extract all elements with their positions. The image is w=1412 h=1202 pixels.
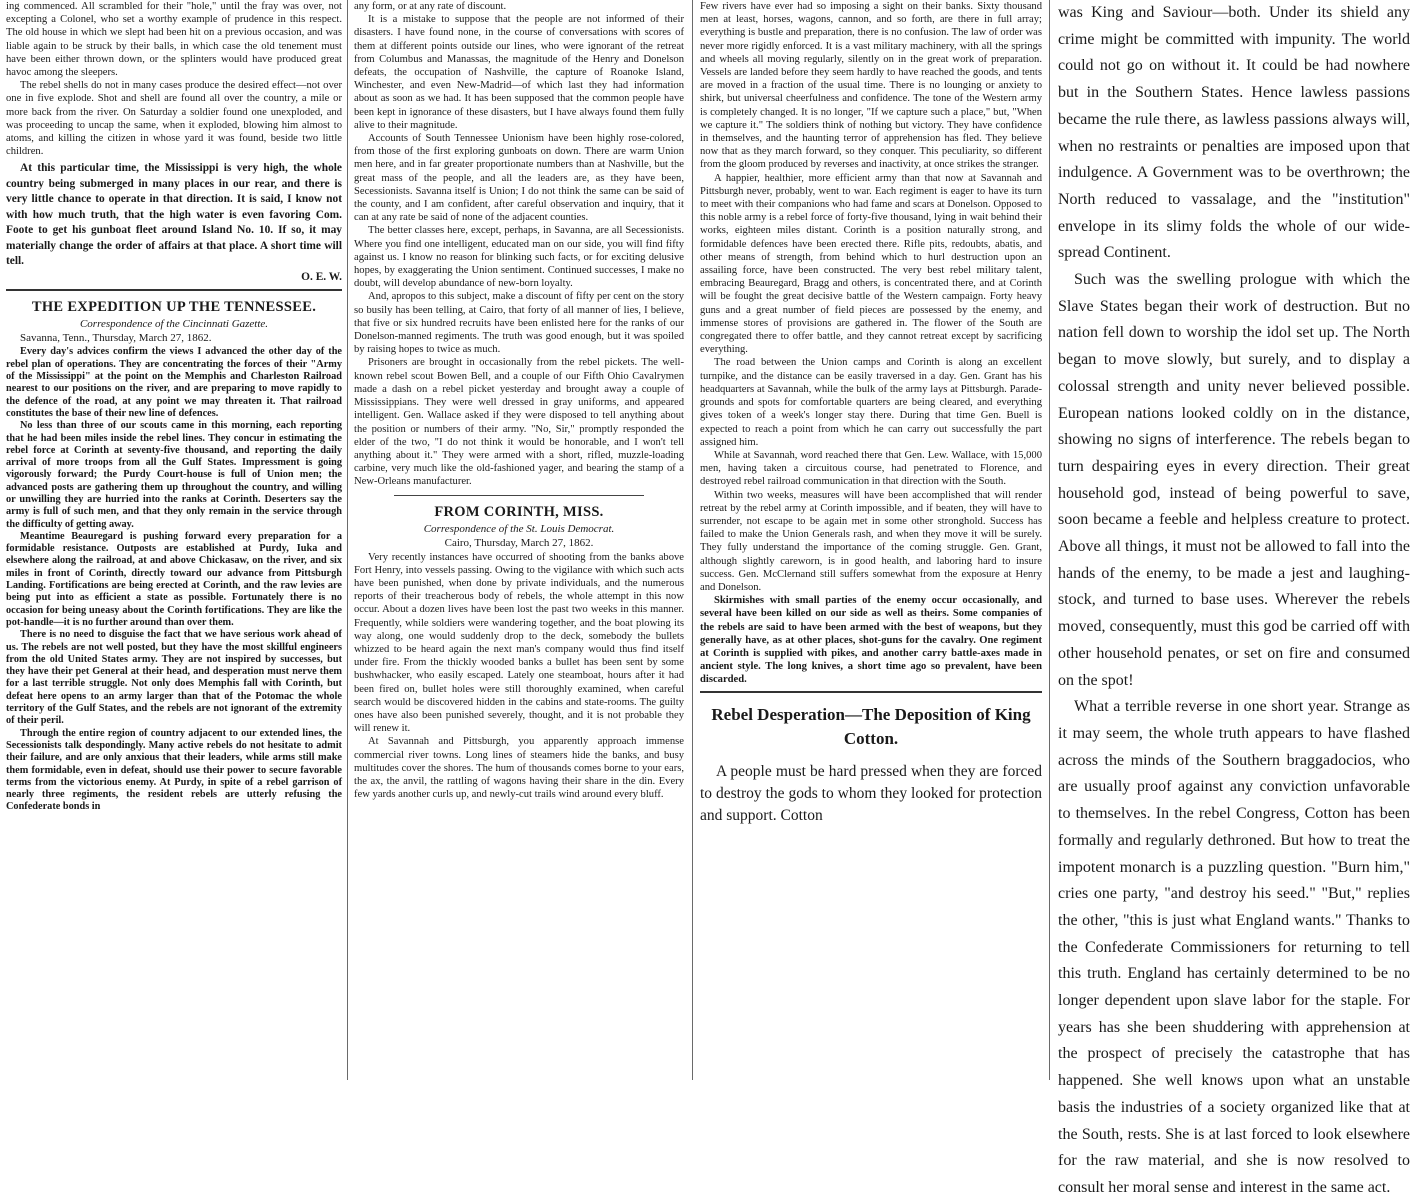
paragraph: was King and Saviour—both. Under its shield any crime might be committed with impunity. The world could not go on without it. It could be had nowhere but in the Southern States. Hence lawless passions became the rule there, as lawless passions always will, when no restraints or penalties are imposed upon that indulgence. A Government was to be overthrown; the North reduced to vassalage, and the "institution" envelope in its slimy folds the whole of our wide-spread Continent. <box>1058 4 1410 262</box>
article-source: Correspondence of the Cincinnati Gazette. <box>79 318 269 331</box>
article-dateline: Savanna, Tenn., Thursday, March 27, 1862. <box>20 332 212 345</box>
paragraph: The rebel shells do not in many cases produce the desired effect—not over one in five explode. Shot and shell are found all over the country, a mile or more back from the river. On Saturday a soldier found one unexploded, and was proceeding to uncap the same, when it exploded, blowing him almost to atoms, and killing the citizen in whose yard it was found, beside two little children. <box>6 80 342 158</box>
paragraph: And, apropos to this subject, make a discount of fifty per cent on the story so busily has been telling, at Cairo, that forty of all manner of lies, I believe, that five or six hundred recruits have been enlisted here for the ranks of our Donelson-manned regiments. The truth was good enough, but it was spoiled by raising hopes to twice as much. <box>354 291 684 356</box>
column-rule <box>1049 0 1050 1080</box>
column-3 <box>700 0 1042 1080</box>
paragraph: The better classes here, except, perhaps, in Savanna, are all Secessionists. Where you find one intelligent, educated man on our side, you will find fifty against us. I know no reason for blinking such facts, or for exciting delusive hopes, by exaggerating the Union sentiment. Continued successes, I make no doubt, will develop abundance of new-born loyalty. <box>354 225 684 290</box>
paragraph: At this particular time, the Mississippi is very high, the whole country being submerged in many places in our rear, and there is very little chance to operate in that direction. It is said, I know not with how much truth, that the high water is even favoring Com. Foote to get his gunboat fleet around Island No. 10. If so, it may materially change the order of affairs at that place. A short time will tell. <box>6 162 342 268</box>
divider <box>700 691 1042 693</box>
paragraph: A happier, healthier, more efficient army than that now at Savannah and Pittsburgh never, probably, went to war. Each regiment is eager to have its turn to meet with their companions who had fame and scars at Donelson. Opposed to this noble army is a rebel force of forty-five thousand, lying in wait behind their works, eighteen miles distant. Corinth is a position naturally strong, and formidable defences have been erected there. Rifle pits, redoubts, abatis, and other means of strength, from behind which to hurl destruction upon an assailing force, have been constructed. The very best rebel military talent, embracing Beauregard, Bragg and others, is concentrated there, and at Corinth will be fought the great decisive battle of the Western campaign. Forty heavy guns and a great number of field pieces are possessed by the enemy, and immense stores of provisions are gathered in. The flower of the South are congregated there to offer battle, and they cannot retreat except by sacrificing everything. <box>700 172 1042 356</box>
column-rule <box>347 0 348 1080</box>
article-body <box>700 761 1042 827</box>
column-4 <box>1058 0 1410 1196</box>
paragraph: There is no need to disguise the fact that we have serious work ahead of us. The rebels are not well posted, but they have the most skillful engineers from the old United States army. They are not inspired by successes, but they have their pet General at their head, and desperation must nerve them for a last terrible struggle. Not only does Memphis fall with Corinth, but defeat here opens to an army larger than that of the Potomac the whole territory of the Gulf States, and the rebels are not ignorant of the extremity of their peril. <box>6 629 342 727</box>
paragraph: any form, or at any rate of discount. <box>354 1 507 12</box>
paragraph: ing commenced. All scrambled for their "hole," until the fray was over, not excepting a Colonel, who set a worthy example of prudence in this respect. The old house in which we slept had been hit on a previous occasion, and was liable again to be struck by their balls, in which case the old tenement must have been either thrown down, or the splinters would have produced great havoc among the sleepers. <box>6 1 342 79</box>
paragraph: Through the entire region of country adjacent to our extended lines, the Secessionists talk despondingly. Many active rebels do not hesitate to admit their failure, and are only anxious that their leaders, while arms still make them formidable, even in defeat, should use their power to secure favorable terms from the victorious enemy. At Purdy, in spite of a rebel garrison of nearly three regiments, the resident rebels are utterly refusing the Confederate bonds in <box>6 727 342 813</box>
divider <box>6 289 342 291</box>
column-1-bold-text <box>6 161 342 285</box>
paragraph: Within two weeks, measures will have been accomplished that will render retreat by the rebel army at Corinth impossible, and if beaten, they will have to surrender, not escape to be again met in some other stronghold. Success has failed to make the Union Generals rash, and when they move it will be surely. They fully understand the importance of the coming struggle. Gen. Grant, although slightly careworn, is in good health, and laboring hard to insure success. Gen. McClernand still suffers somewhat from the exposure at Henry and Donelson. <box>700 489 1042 593</box>
paragraph: Few rivers have ever had so imposing a sight on their banks. Sixty thousand men at least, horses, wagons, cannon, and so forth, are there in full array; everything is bustle and preparation, there is no confusion. The law of order was never more rigidly enforced. It is a vast military machinery, with all the springs and wheels all moving regularly, silently on in the great work of preparation. Vessels are landed before they seem hardly to have reached the goods, and tents are moved in a fraction of the usual time. There is no lounging or anxiety to shirk, but universal cheerfulness and confidence. The tone of the Western army is completely changed. It is no longer, "If we capture such a place," but, "When we capture it." The soldiers think of nothing but victory. They have confidence in themselves, and the haunting terror of apprehension has fled. They believe now that as they march forward, so they conquer. This peculiarity, so different from the gloom produced by reverses and inactivity, at once strikes the stranger. <box>700 1 1042 171</box>
paragraph: It is a mistake to suppose that the people are not informed of their disasters. I have found none, in the course of conversations with scores of them at different points outside our lines, who were ignorant of the retreat from Columbus and Manassas, the magnitude of the Henry and Donelson defeats, the occupation of Nashville, the capture of Roanoke Island, Winchester, and even New-Madrid—of which last they had information about as soon as we had. It has been supposed that the common people have been kept in ignorance of these disasters, but I have always found them fully alive to their magnitude. <box>354 14 684 131</box>
column-1 <box>6 0 342 1080</box>
paragraph: The road between the Union camps and Corinth is along an excellent turnpike, and the distance can be easily traversed in a day. Gen. Grant has his headquarters at Savannah, while the bulk of the army lays at Pittsburgh. Parade-grounds and spots for comfortable quarters are being cleared, and everything gives token of a week's longer stay there. During that time Gen. Buell is expected to reach a point from which he can carry out successfully the part assigned him. <box>700 357 1042 448</box>
paragraph: What a terrible reverse in one short year. Strange as it may seem, the whole truth appears to have flashed across the minds of the Southern braggadocios, who are usually proof against any conviction unfavorable to themselves. In the rebel Congress, Cotton has been formally and regularly dethroned. But how to treat the impotent monarch is a puzzling question. "Burn him," cries one party, "and destroy his seed." "But," replies the other, "this is just what England wants." Thanks to the Confederate Commissioners for returning to tell this truth. England has certainly determined to be no longer dependent upon slave labor for the staple. For years has she been shuddering with apprehension at the prospect of precisely the catastrophe that has happened. She well knows upon what an unstable basis the industries of a society organized like that at the South, rests. She is at last forced to look elsewhere for the raw material, and she is now resolved to consult her moral sense and interest in the same act. <box>1058 698 1410 1196</box>
paragraph: Accounts of South Tennessee Unionism have been highly rose-colored, from those of the first exploring gunboats on down. There are warm Union men here, and in far greater proportionate numbers than at Nashville, but the great mass of the people, and all the leaders are, as they have been, Secessionists. Savanna itself is Union; I do not think the same can be said of the county, and I am confident, after careful observation and inquiry, that it can at any rate be said of none of the adjacent counties. <box>354 133 684 224</box>
paragraph: Every day's advices confirm the views I advanced the other day of the rebel plan of operations. They are concentrating the forces of their "Army of the Mississippi" at the point on the Memphis and Charleston Railroad nearest to our positions on the river, and are preparing to move rapidly to the defence of the road, at any point we may threaten it. That railroad constitutes the base of their new line of defences. <box>6 346 342 419</box>
column-1-top-text <box>6 0 342 158</box>
column-4-text <box>1058 0 1410 1202</box>
divider <box>394 495 644 496</box>
paragraph: Skirmishes with small parties of the enemy occur occasionally, and several have been killed on our side as well as theirs. Some companies of the rebels are said to have been armed with the best of weapons, but they generally have, as at other places, shot-guns for the cavalry. One regiment at Corinth is supplied with pikes, and another carry battle-axes made in ancient style. The long knives, a short time ago so prevalent, have been discarded. <box>700 595 1042 686</box>
column-2 <box>354 0 684 1080</box>
paragraph: Meantime Beauregard is pushing forward every preparation for a formidable resistance. Outposts are established at Purdy, Iuka and elsewhere along the railroad, at and above Chickasaw, on the river, and six miles in front of Corinth, directly toward our advance from Pittsburgh Landing. Fortifications are being erected at Corinth, and the raw levies are being put into as efficient a state as possible. Fortunately there is no occasion for being uneasy about the Corinth fortifications. They are like the pot-handle—it is no further around than over them. <box>6 530 342 628</box>
paragraph: Such was the swelling prologue with which the Slave States began their work of destruction. But no nation fell down to worship the idol set up. The North began to move slowly, but surely, and to display a colossal strength and unity never believed possible. European nations looked coldly on in the distance, showing no signs of interference. The rebels began to turn despairing eyes in every direction. Their great household god, instead of being powerful to save, soon became a feeble and helpless creature to protect. Above all things, it must not be allowed to fall into the hands of the enemy, to be made a jest and laughing-stock, and turned to base uses. Wherever the rebels moved, consequently, must this god be carried off with other household penates, or set on fire and consumed on the spot! <box>1058 271 1410 689</box>
article-title: Rebel Desperation—The Deposition of King Cotton. <box>711 704 1031 748</box>
paragraph: Prisoners are brought in occasionally from the rebel pickets. The well-known rebel scout Bowen Bell, and a couple of our Fifth Ohio Cavalrymen made a dash on a rebel picket yesterday and brought away a couple of Mississippians. They were well dressed in gray uniforms, and appeared intelligent. Gen. Wallace asked if they were disposed to tell anything about the position or numbers of their army. "No, Sir," promptly responded the elder of the two, "I do not think it would be honorable, and I won't tell anything about it." They were armed with a short, rifled, muzzle-loading carbine, very much like the old-fashioned yager, and bearing the stamp of a New-Orleans manufacturer. <box>354 357 684 488</box>
article-source: Correspondence of the St. Louis Democrat. <box>423 522 615 535</box>
article-title: THE EXPEDITION UP THE TENNESSEE. <box>31 299 317 316</box>
article-title: FROM CORINTH, MISS. <box>434 503 604 520</box>
paragraph: A people must be hard pressed when they are forced to destroy the gods to whom they looked for protection and support. Cotton <box>700 762 1042 824</box>
column-3-text <box>700 0 1042 687</box>
paragraph: Very recently instances have occurred of shooting from the banks above Fort Henry, into vessels passing. Owing to the vigilance with which such acts have been punished, when done by private individuals, and the numerous reports of their treacherous body of rebels, the whole attempt in this now occur. About a dozen lives have been lost the past two weeks in this manner. Frequently, while soldiers were wandering together, and the boat plowing its way along, one would suddenly drop to the deck, somebody the bullets whizzed to be heard again the next man's company would thus find itself under fire. From the thickly wooded banks a bullet has been sent by some bushwhacker, who easily escaped. Lately one steamboat, hours after it had been fired on, bullet holes were still thoroughly examined, when careful search would be discovered hidden in the cabins and state-rooms. The guilty ones have also been punished severely, thought, and it is not probable they will renew it. <box>354 551 684 735</box>
paragraph: No less than three of our scouts came in this morning, each reporting that he had been miles inside the rebel lines. They concur in estimating the rebel force at Corinth at seventy-five thousand, and reporting the daily arrival of more troops from all the Gulf States. Impressment is going vigorously forward; the Purdy Court-house is full of Union men; the advanced posts are gathering them up throughout the country, and willing or unwilling they are hurried into the ranks at Corinth. Deserters say the army is full of such men, and that they only remain in the service through the difficulty of getting away. <box>6 420 342 530</box>
signature: O. E. W. <box>301 270 342 283</box>
article-body <box>6 346 342 813</box>
column-2-text <box>354 0 684 489</box>
paragraph: While at Savannah, word reached there that Gen. Lew. Wallace, with 15,000 men, having taken a circuitous course, had penetrated to Florence, and destroyed rebel railroad communication in that direction with the South. <box>700 449 1042 488</box>
column-rule <box>692 0 693 1080</box>
article-dateline: Cairo, Thursday, March 27, 1862. <box>444 536 594 549</box>
article-body <box>354 551 684 802</box>
paragraph: At Savannah and Pittsburgh, you apparently approach immense commercial river towns. Long lines of steamers hide the banks, and busy multitudes cover the shores. The hum of thousands comes borne to your ears, the ax, the anvil, the rattling of wagons having their share in the din. Every few yards another curls up, and newly-cut trails wind around every bluff. <box>354 736 684 801</box>
